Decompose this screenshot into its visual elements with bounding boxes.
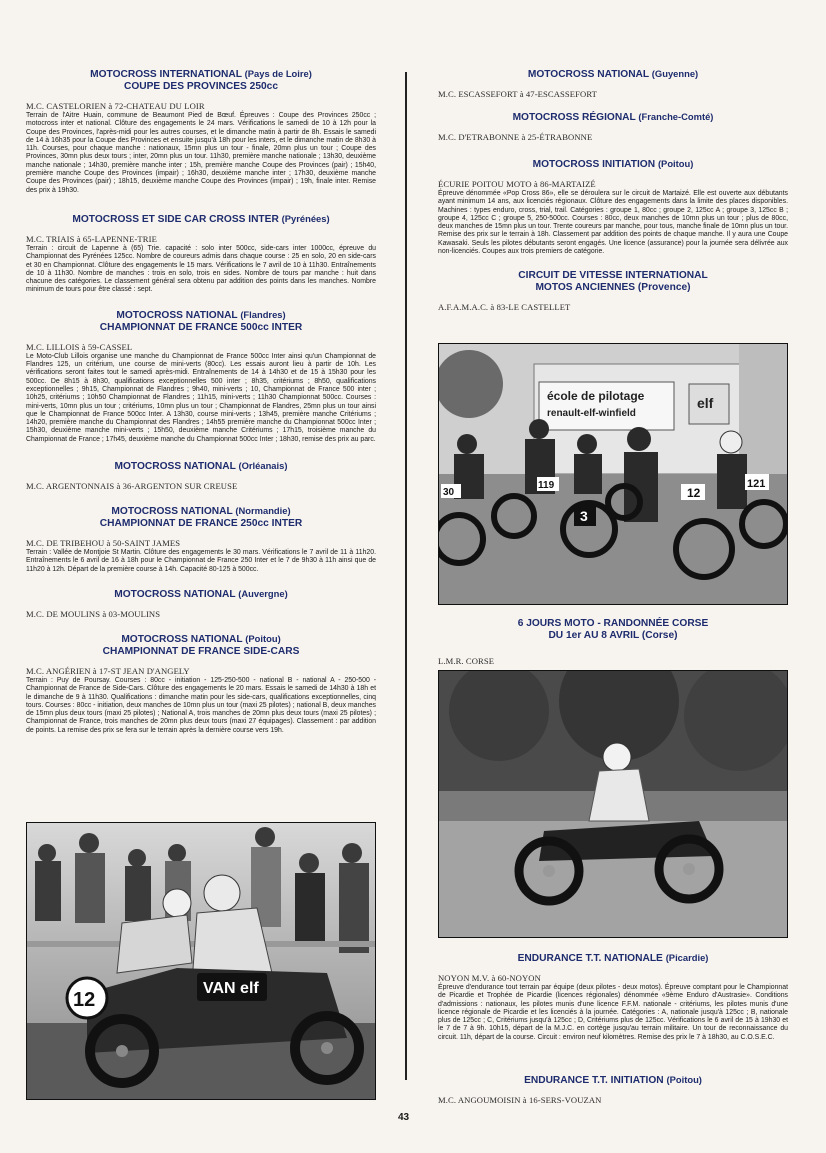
event-subtitle: COUPE DES PROVINCES 250cc — [123, 81, 278, 92]
club-name: ÉCURIE POITOU MOTO à 86-MARTAIZÉ — [438, 179, 596, 189]
event-title: MOTOCROSS INTERNATIONAL (Pays de Loire) — [90, 68, 312, 80]
left-column — [26, 62, 376, 735]
event-details: Épreuve dénommée «Pop Cross 86», elle se déroulera sur le circuit de Martaizé. Elle est ouverte aux débutants ayant minimum 14 ans, aux licenciés régionaux. Clôture des engagements dans la limite des places disponibles. Machines : types enduro, cross, trial, trail. Catégories : groupe 1, 80cc ; groupe 2, 125cc A ; groupe 3, 125cc B ; groupe 4, 125cc C ; groupe 5, 250-500cc. Courses : 80cc, deux manches de 10mn plus un tour ; plus de 80cc, deux manches de 15mn plus un tour. Trente coureurs par manche, pour tous, manche finale de 10mn plus un tour. Remise des prix sur le terrain à 18h. Classement par addition des points de chaque manche. Il y aura une Coupe Kawasaki. Seuls les pilotes débutants seront engagés. Une licence (assurance) pour la journée sera délivrée aux non-licenciés. Coupes aux trois premiers de catégorie. — [438, 190, 788, 256]
bike-number: 30 — [443, 487, 455, 498]
club-name: NOYON M.V. à 60-NOYON — [438, 973, 541, 983]
bike-number: 121 — [747, 478, 766, 490]
event-subtitle: MOTOS ANCIENNES (Provence) — [535, 282, 691, 294]
road-rider-graphic — [439, 671, 787, 937]
club-name: M.C. TRIAIS à 65-LAPENNE-TRIE — [26, 233, 157, 244]
event-details: Terrain : circuit de Lapenne à (65) Trie. capacité : solo inter 500cc, side-cars inter 1000cc, épreuve du Championnat des Pyrénées 125cc. Nombre de coureurs admis dans chaque course : 25 en solo, 20 en side-cars et 30 en Championnat. Clôture des engagements le 15 mars. Vérifications le 7 avril de 10 à 11h30. Entraînements de 10 à 11h30. Nombre de manches : trois en solo, trois en sides. Nombre de tours par manche : huit dans chacune des catégories. Le classement général sera obtenu par addition des points dans les manches. Nombre minimum de tours pour être classé : sept. — [26, 244, 376, 294]
club-name: M.C. LILLOIS à 59-CASSEL — [26, 341, 133, 352]
event-details: Épreuve d'endurance tout terrain par équipe (deux pilotes - deux motos). Épreuve comptant pour le Championnat de Picardie et Trophée de Picardie (licences régionales) dénommée «9ème Enduro d'Austrasie». Conditions d'admissions : nationaux, les pilotes munis d'une licence F.F.M. nationale - critériums, les pilotes munis d'une licence régionale de Picardie et les licenciés à la journée. Catégories : A, nationale jusqu'à 125cc ; B, nationale plus de 125cc ; C, Critériums jusqu'à 125cc ; D, Critériums plus de 125cc. Vérifications le 6 avril de 15 à 19h30 et le 7 de 7 à 9h. 10h15, départ de la M.J.C. en cortège jusqu'au terrain militaire. Un tour de reconnaissance du circuit. 11h, départ de la course. Circuit : environ neuf kilomètres. Remise des prix le 7 à 18h30, au C.O.S.E.C. — [438, 984, 788, 1041]
event-entry — [26, 213, 376, 295]
event-title: MOTOCROSS NATIONAL (Guyenne) — [527, 68, 699, 80]
event-entry — [438, 68, 788, 99]
club-name: M.C. D'ETRABONNE à 25-ÉTRABONNE — [438, 132, 593, 142]
elf-logo: elf — [697, 395, 714, 411]
event-subtitle: CHAMPIONNAT DE FRANCE SIDE-CARS — [102, 645, 300, 657]
event-title: MOTOCROSS NATIONAL (Flandres) — [116, 308, 286, 321]
event-title: MOTOCROSS NATIONAL (Poitou) — [121, 632, 281, 645]
event-entry — [438, 270, 788, 312]
event-entry — [26, 505, 376, 574]
event-title: MOTOCROSS NATIONAL (Orléanais) — [114, 460, 288, 473]
right-column — [438, 62, 788, 312]
sidecar-number: 12 — [73, 989, 96, 1011]
event-title: ENDURANCE T.T. NATIONALE (Picardie) — [517, 952, 709, 964]
event-title: 6 JOURS MOTO - RANDONNÉE CORSE — [517, 618, 709, 629]
road-rider-photo — [438, 670, 788, 938]
school-sign-line1: école de pilotage — [547, 389, 645, 403]
event-entry — [438, 111, 788, 142]
vintage-photo-graphic — [439, 344, 787, 604]
event-entry — [26, 309, 376, 444]
event-subtitle: CHAMPIONNAT DE FRANCE 500cc INTER — [99, 321, 303, 333]
sidecar-sponsor: VAN elf — [203, 980, 259, 997]
event-entry — [26, 460, 376, 491]
school-sign-line2: renault-elf-winfield — [547, 408, 636, 419]
club-name: L.M.R. CORSE — [438, 656, 495, 666]
event-title: ENDURANCE T.T. INITIATION (Poitou) — [524, 1074, 702, 1086]
bike-number: 3 — [580, 508, 588, 524]
bike-number: 12 — [687, 486, 701, 500]
event-title: MOTOCROSS ET SIDE CAR CROSS INTER (Pyrénées) — [72, 212, 330, 225]
event-entry — [438, 1068, 788, 1105]
club-name: M.C. CASTELORIEN à 72-CHATEAU DU LOIR — [26, 101, 205, 111]
event-subtitle: DU 1er AU 8 AVRIL (Corse) — [548, 630, 678, 641]
sidecar-photo-graphic — [27, 823, 375, 1099]
bike-number: 119 — [538, 480, 555, 491]
event-entry — [26, 588, 376, 619]
event-details: Terrain : Puy de Poursay. Courses : 80cc - initiation - 125-250-500 - national B - national A - 250-500 - Championnat de France de Side-Cars. Clôture des engagements le 20 mars. Essais le samedi de 14h30 à 18h et le dimanche de 9 à 11h30. Qualifications : dimanche matin pour les side-cars, qualifications exceptionnelles, cinq tours. Courses : 80cc - initiation, deux manches de 10mn plus un tour (maxi 25 pilotes) ; national B, deux manches de 15mn plus deux tours (maxi 25 pilotes) ; National A, trois manches de 20mn plus deux tours (maxi 25 pilotes) ; Championnat de France, trois manches de 20mn plus deux tours (maxi 27 équipages). Classement : par addition de points. La remise des prix se fera sur le terrain après la dernière course vers 19h. — [26, 676, 376, 734]
event-title: MOTOCROSS NATIONAL (Auvergne) — [114, 587, 288, 600]
club-name: M.C. DE TRIBEHOU à 50-SAINT JAMES — [26, 538, 181, 549]
event-subtitle: CHAMPIONNAT DE FRANCE 250cc INTER — [99, 518, 303, 530]
page-number: 43 — [398, 1112, 410, 1123]
club-name: M.C. ANGOUMOISIN à 16-SERS-VOUZAN — [438, 1095, 602, 1105]
event-title: MOTOCROSS RÉGIONAL (Franche-Comté) — [512, 111, 714, 123]
column-divider — [405, 72, 407, 1080]
event-entry — [438, 946, 788, 1042]
event-entry — [438, 612, 788, 666]
club-name: A.F.A.M.A.C. à 83-LE CASTELLET — [438, 302, 571, 313]
event-title: MOTOCROSS NATIONAL (Normandie) — [111, 505, 291, 518]
event-title: CIRCUIT DE VITESSE INTERNATIONAL — [518, 270, 708, 282]
club-name: M.C. DE MOULINS à 03-MOULINS — [26, 608, 161, 619]
event-details: Terrain de l'Aitre Huain, commune de Beaumont Pied de Bœuf. Épreuves : Coupe des Provinces 250cc ; motocross inter et national. Clôture des engagements le 24 mars. Vérifications le samedi de 10 à 12h pour la Coupe des Provinces, l'après-midi pour les autres courses, et le dimanche matin à partir de 8h. Essais le samedi de 14 à 16h35 pour la Coupe des Provinces et ensuite jusqu'à 18h pour les inters, et le dimanche matin de 8h30 à 11h. Courses, pour chaque manche : nationaux, 15mn plus un tour - finale, 20mn plus un tour ; Coupe des Provinces, 30mn plus deux tours ; inter, 20mn plus un tour. 11h30, première manche nationale ; 13h30, deuxième manche nationale ; 14h30, première manche inter ; 15h, première manche Coupe des Provinces (pair) ; 15h40, première manche Coupe des Provinces (impair) ; 16h30, deuxième manche inter ; 17h30, deuxième manche Coupe des Provinces (pair) ; 18h15, deuxième manche Coupe des Provinces (impair) ; 19h, finale inter. Remise des prix à 19h30. — [26, 112, 376, 194]
event-title: MOTOCROSS INITIATION (Poitou) — [532, 158, 694, 170]
event-entry — [438, 158, 788, 256]
event-entry — [26, 633, 376, 735]
event-entry — [26, 68, 376, 195]
club-name: M.C. ARGENTONNAIS à 36-ARGENTON SUR CREUSE — [26, 481, 238, 492]
event-details: Terrain : Vallée de Montjoie St Martin. Clôture des engagements le 30 mars. Vérifications le 7 avril de 11 à 11h20. Entraînements le 6 avril de 16 à 18h pour le Championnat de France 250 Inter et le 7 de 9h30 à 11h ainsi que de 11h20 à 12h. Départ de la première course à 14h. Capacité 80-125 à 500cc. — [26, 549, 376, 573]
club-name: M.C. ANGÉRIEN à 17-ST JEAN D'ANGELY — [26, 665, 190, 676]
vintage-motorcycles-photo — [438, 343, 788, 605]
event-details: Le Moto-Club Lillois organise une manche du Championnat de France 500cc Inter ainsi qu'un Championnat de Flandres 125, un critérium, une course de mini-verts (80cc). Les essais auront lieu à partir de 10h. Les vérifications seront faites tout le samedi après-midi. Entraînements de 14 à 14h30 et de 15 à 15h30 pour les 500cc. De 8h15 à 8h30, qualifications exceptionnelles 500 inter ; 8h35, critériums ; 8h50, qualifications exceptionnelles ; 9h15, Championnat de Flandres ; 9h40, mini-verts ; 10, Championnat de France 500 inter ; 10h25, critériums ; 10h50 Championnat de Flandres ; 11h15, mini-verts ; 11h30 Championnat 500cc. Courses : mini-verts, 10mn plus un tour ; critériums, 10mn plus un tour ; Championnat de Flandres, 25mn plus un tour ainsi que le Championnat de France 500cc Inter. A 13h30, course mini-verts ; 13h45, première manche Critériums ; 14h20, première manche du Championnat des Flandres ; 14h55 première manche du Championnat 500cc Inter ; 15h30, deuxième manche mini-verts ; 15h50, deuxième manche Critériums ; 17h15, troisième manche du Championnat de France ; 17h45, deuxième manche du Championnat 500cc Inter ; 18h30, remise des prix au parc. — [26, 352, 376, 443]
sidecar-race-photo — [26, 822, 376, 1100]
club-name: M.C. ESCASSEFORT à 47-ESCASSEFORT — [438, 89, 597, 99]
